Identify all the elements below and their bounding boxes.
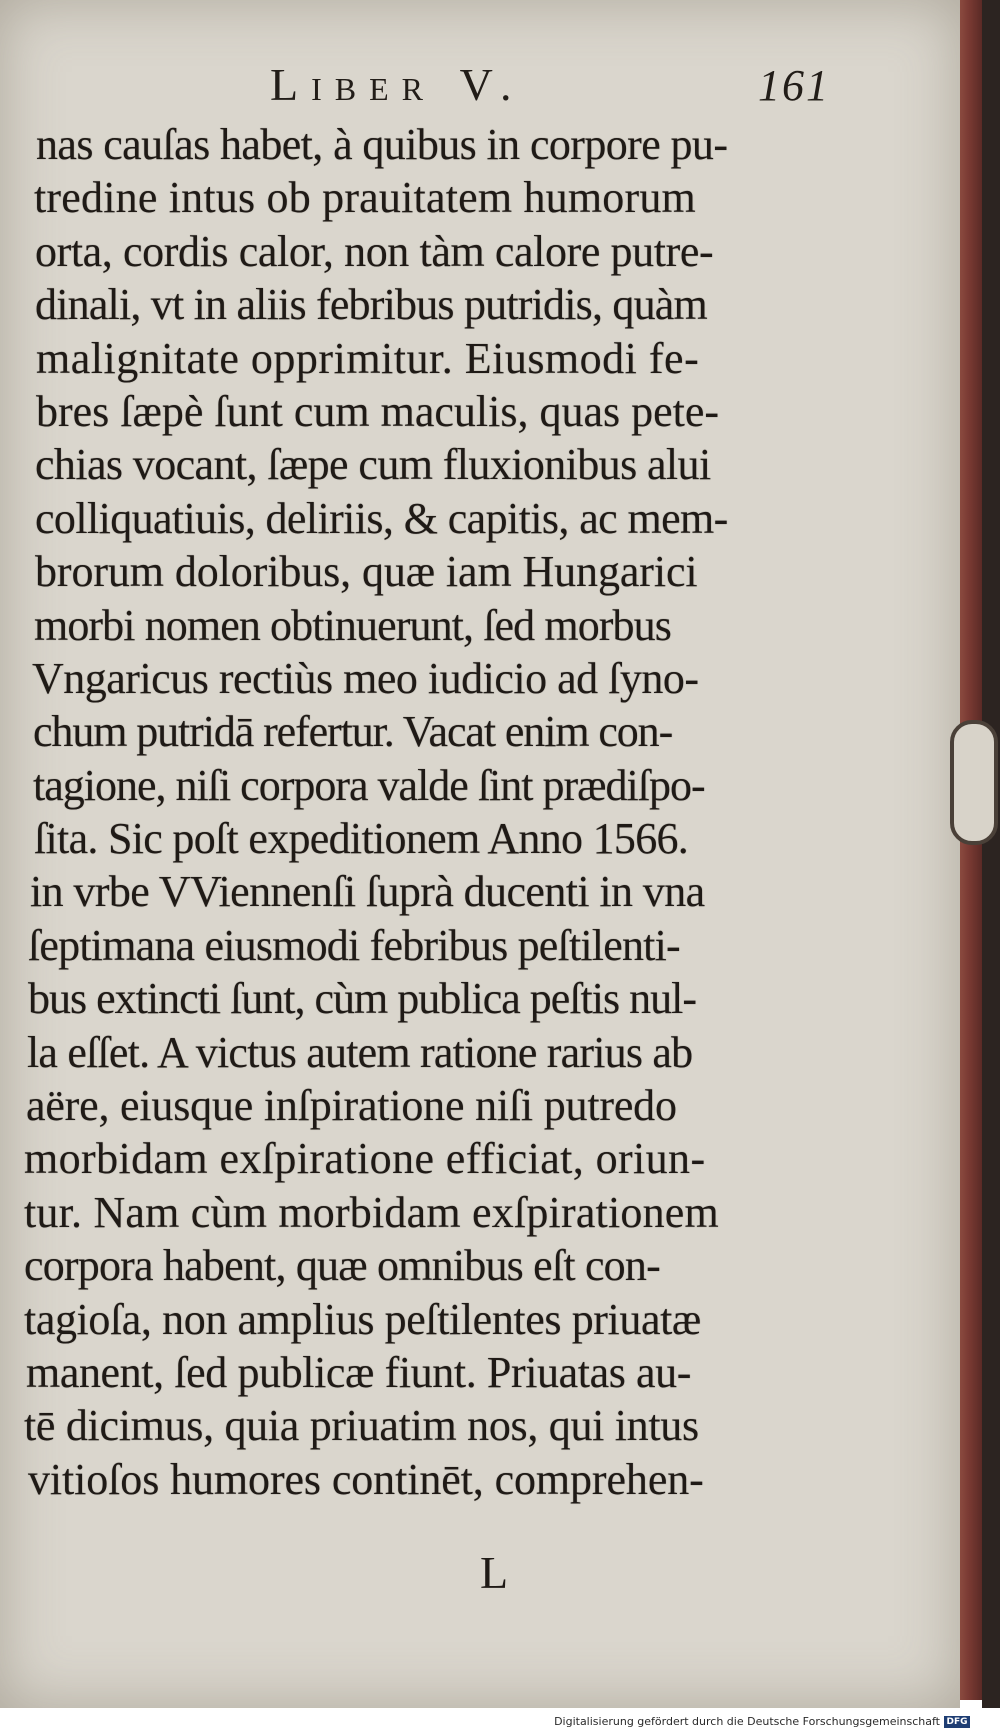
text-line: orta, cordis calor, non tàm calore putre-	[35, 226, 714, 276]
text-line: malignitate opprimitur. Eiusmodi fe-	[36, 333, 700, 383]
text-line: tredine intus ob prauitatem humorum	[34, 173, 696, 223]
running-title: Liber V.	[270, 59, 525, 110]
text-line: tagioſa, non amplius peſtilentes priuatæ	[24, 1294, 701, 1344]
text-line: colliquatiuis, deliriis, & capitis, ac mem-	[35, 493, 728, 543]
text-line: la eſſet. A victus autem ratione rarius ab	[27, 1027, 693, 1077]
text-line: morbi nomen obtinuerunt, ſed morbus	[34, 600, 671, 650]
digitization-credit: Digitalisierung gefördert durch die Deutsche Forschungsgemeinschaft	[554, 1715, 940, 1728]
text-line: tē dicimus, quia priuatim nos, qui intus	[24, 1401, 699, 1451]
book-cover-edge	[982, 0, 1000, 1708]
text-line: ſita. Sic poſt expeditionem Anno 1566.	[34, 814, 689, 864]
text-line: morbidam exſpiratione efficiat, oriun-	[24, 1134, 706, 1184]
page-edge	[960, 0, 982, 1700]
signature-mark: L	[480, 1547, 509, 1598]
text-line: in vrbe VViennenſi ſuprà ducenti in vna	[30, 867, 705, 917]
text-line: brorum doloribus, quæ iam Hungarici	[35, 547, 698, 597]
text-line: bres ſæpè ſunt cum maculis, quas pete-	[36, 386, 720, 436]
text-line: vitioſos humores continēt, comprehen-	[28, 1454, 704, 1504]
text-line: chum putridā refertur. Vacat enim con-	[33, 707, 673, 757]
text-line: tagione, niſi corpora valde ſint prædiſpo-	[33, 760, 705, 810]
text-line: aëre, eiusque inſpiratione niſi putredo	[26, 1081, 677, 1131]
text-line: manent, ſed publicæ fiunt. Priuatas au-	[26, 1347, 692, 1397]
text-line: nas cauſas habet, à quibus in corpore pu-	[36, 120, 728, 169]
bookmark-clip	[950, 720, 998, 845]
text-line: chias vocant, ſæpe cum fluxionibus alui	[35, 440, 711, 490]
page-number: 161	[758, 61, 830, 110]
body-text	[24, 118, 824, 1506]
text-line: tur. Nam cùm morbidam exſpirationem	[24, 1187, 719, 1237]
text-line: corpora habent, quæ omnibus eſt con-	[24, 1241, 660, 1291]
page-header	[0, 58, 960, 118]
text-line: dinali, vt in aliis febribus putridis, quàm	[35, 280, 707, 330]
text-line: bus extincti ſunt, cùm publica peſtis nul-	[28, 974, 696, 1024]
text-line: ſeptimana eiusmodi febribus peſtilenti-	[28, 920, 680, 970]
dfg-logo-icon: DFG	[944, 1716, 970, 1728]
text-line: Vngaricus rectiùs meo iudicio ad ſyno-	[32, 653, 699, 703]
